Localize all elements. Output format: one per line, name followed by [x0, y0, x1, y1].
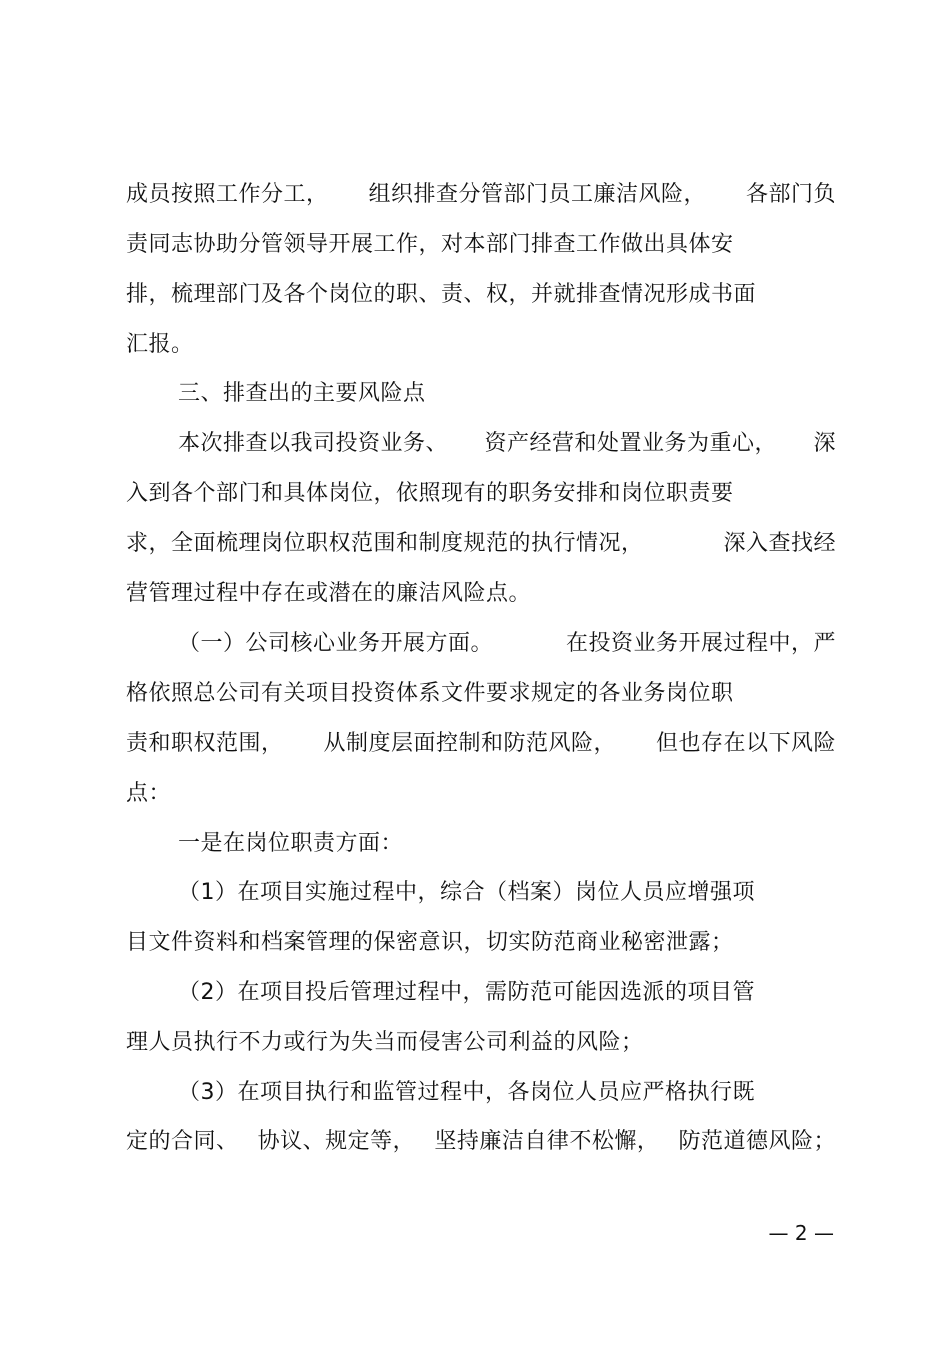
text-segment: 资产经营和处置业务为重心，	[484, 431, 777, 456]
text-segment: 从制度层面控制和防范风险，	[323, 731, 616, 756]
text-segment: （一）公司核心业务开展方面。	[178, 631, 494, 656]
text-segment: 责和职权范围，	[126, 731, 284, 756]
text-segment: 协议、规定等，	[257, 1129, 416, 1154]
page-number: — 2 —	[768, 1221, 834, 1245]
text-line-9	[126, 576, 836, 612]
section-heading	[178, 376, 836, 412]
text-line-12	[126, 726, 836, 762]
text-line-7	[126, 476, 836, 512]
text-segment: 责同志协助分管领导开展工作，对本部门排查工作做出具体安	[126, 232, 734, 257]
text-line-13	[126, 776, 836, 812]
text-segment: 入到各个部门和具体岗位，依照现有的职务安排和岗位职责要	[126, 481, 734, 506]
text-segment: 本次排查以我司投资业务、	[178, 431, 449, 456]
text-line-2	[126, 227, 836, 263]
text-segment: 成员按照工作分工，	[126, 182, 329, 207]
text-segment: 营管理过程中存在或潜在的廉洁风险点。	[126, 581, 532, 606]
text-line-3	[126, 277, 836, 313]
text-segment: 理人员执行不力或行为失当而侵害公司利益的风险；	[126, 1030, 644, 1055]
text-segment: 目文件资料和档案管理的保密意识，切实防范商业秘密泄露；	[126, 930, 734, 955]
text-segment: （3）在项目执行和监管过程中，各岗位人员应严格执行既	[178, 1080, 755, 1105]
text-line-1	[126, 177, 836, 213]
text-line-17	[178, 975, 836, 1011]
text-line-18	[126, 1025, 836, 1061]
text-line-6	[178, 426, 836, 462]
text-segment: 汇报。	[126, 332, 194, 357]
text-segment: （2）在项目投后管理过程中，需防范可能因选派的项目管	[178, 980, 755, 1005]
text-segment: 坚持廉洁自律不松懈，	[434, 1129, 660, 1154]
text-segment: 在投资业务开展过程中，严	[565, 631, 836, 656]
text-segment: 求，全面梳理岗位职权范围和制度规范的执行情况，	[126, 531, 644, 556]
text-segment: 组织排查分管部门员工廉洁风险，	[368, 182, 706, 207]
text-line-19	[178, 1075, 836, 1111]
text-segment: 各部门负	[745, 182, 836, 207]
text-segment: 深入查找经	[723, 531, 836, 556]
text-segment: 三、排查出的主要风险点	[178, 381, 426, 406]
text-line-11	[126, 676, 836, 712]
text-segment: 排，梳理部门及各个岗位的职、责、权，并就排查情况形成书面	[126, 282, 757, 307]
text-line-14	[178, 826, 836, 862]
text-line-10	[178, 626, 836, 662]
text-segment: 但也存在以下风险	[655, 731, 836, 756]
text-line-4	[126, 327, 836, 363]
text-segment: 定的合同、	[126, 1129, 239, 1154]
text-line-8	[126, 526, 836, 562]
text-line-20	[126, 1124, 836, 1160]
text-segment: （1）在项目实施过程中，综合（档案）岗位人员应增强项	[178, 880, 755, 905]
text-segment: 一是在岗位职责方面：	[178, 831, 404, 856]
text-segment: 格依照总公司有关项目投资体系文件要求规定的各业务岗位职	[126, 681, 734, 706]
text-segment: 点：	[126, 781, 172, 806]
text-segment: 深	[813, 431, 836, 456]
text-line-16	[126, 925, 836, 961]
text-segment: 防范道德风险；	[678, 1129, 836, 1154]
text-line-15	[178, 875, 836, 911]
